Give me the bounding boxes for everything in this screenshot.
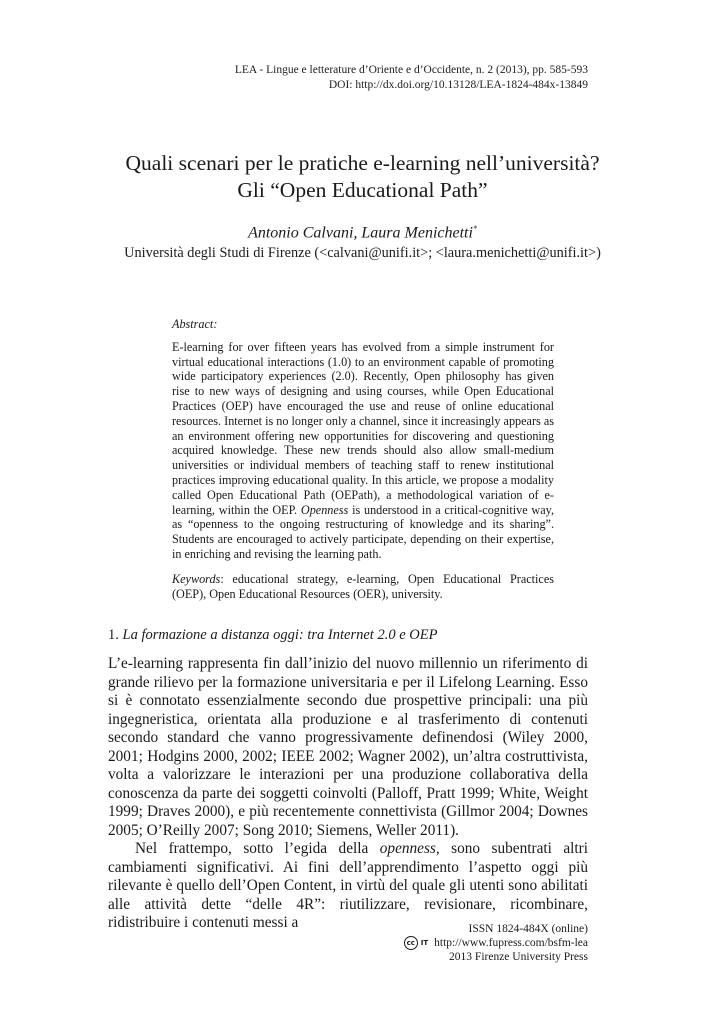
body-text [108, 655, 588, 933]
title-block [105, 150, 620, 262]
keywords-list: : educational strategy, e-learning, Open Educational Practices (OEP), Open Educational Resources (OER), university. [172, 571, 554, 601]
keywords [172, 572, 554, 602]
author-footnote-mark: * [472, 224, 477, 233]
journal-header [235, 63, 588, 93]
publisher: 2013 Firenze University Press [449, 951, 588, 963]
keywords-label: Keywords [172, 571, 221, 586]
paragraph-1: L’e-learning rappresenta fin dall’inizio del nuovo millennio un riferimento di grande rilievo per la formazione universitaria e per il Lifelong Learning. Esso si è connotato essenzialmente secondo due prospettive principali: una più ingegneristica, orientata alla produzione e al trasferimento di contenuti secondo standard che vanno progressivamente definendosi (Wiley 2000, 2001; Hodgins 2000, 2002; IEEE 2002; Wagner 2002), un’altra costruttivista, volta a valorizzare le interazioni per una produzione collaborativa della conoscenza da parte dei soggetti coinvolti (Palloff, Pratt 1999; White, Weight 1999; Draves 2000), e più recentemente connettivista (Gillmor 2004; Downes 2005; O’Reilly 2007; Song 2010; Siemens, Weller 2011). [108, 655, 588, 839]
title-line-2: Gli “Open Educational Path” [237, 178, 488, 202]
journal-citation: LEA - Lingue e letterature d’Oriente e d’Occidente, n. 2 (2013), pp. 585-593 [234, 64, 588, 76]
cc-country-code: IT [420, 939, 429, 947]
cc-logo: cc [404, 936, 418, 950]
abstract [172, 317, 554, 601]
paragraph-2: Nel frattempo, sotto l’egida della openness, sono subentrati altri cambiamenti significativi. Ai fini dell’apprendimento l’aspetto oggi più rilevante è quello dell’Open Content, in virtù del quale gli utenti sono abilitati alle attività dette “delle 4R”: riutilizzare, revisionare, ricombinare, ridistribuire i contenuti messi a [108, 840, 588, 931]
abstract-emphasis: Openness [300, 502, 349, 517]
issn: ISSN 1824-484X (online) [468, 923, 588, 935]
abstract-body: E-learning for over fifteen years has evolved from a simple instrument for virtual educational interactions (1.0) to an environment capable of promoting wide participatory experiences (2.0). Recently, Open philosophy has given rise to new ways of designing and using courses, while Open Educational Practices (OEP) have encouraged the use and reuse of online educational resources. Internet is no longer only a channel, since it increasingly appears as an environment offering new opportunities for discovering and questioning acquired knowledge. These new trends should also allow small-medium universities or individual members of teaching staff to renew institutional practices improving educational quality. In this article, we propose a modality called Open Educational Path (OEPath), a methodological variation of e-learning, within the OEP. Openness is understood in a critical-cognitive way, as “openness to the ongoing restructuring of knowledge and its sharing”. Students are encouraged to actively participate, depending on their expertise, in enriching and revising the learning path. [172, 339, 554, 561]
section-title: La formazione a distanza oggi: tra Internet 2.0 e OEP [122, 627, 438, 643]
title-line-1: Quali scenari per le pratiche e-learning nell’università? [125, 151, 600, 175]
section-heading [108, 627, 588, 644]
section-number: 1. [108, 627, 119, 643]
publisher-url[interactable]: http://www.fupress.com/bsfm-lea [434, 937, 588, 949]
paragraph-emphasis: openness, [379, 840, 440, 857]
authors [105, 219, 620, 243]
abstract-label: Abstract: [172, 317, 218, 331]
creative-commons-icon [404, 936, 428, 950]
affiliation: Università degli Studi di Firenze (<calvani@unifi.it>; <laura.menichetti@unifi.it>) [124, 245, 601, 262]
page-footer [404, 922, 588, 964]
author-names: Antonio Calvani, Laura Menichetti [248, 224, 473, 242]
doi-line: DOI: http://dx.doi.org/10.13128/LEA-1824-484x-13849 [328, 79, 588, 91]
paper-title [105, 150, 620, 204]
